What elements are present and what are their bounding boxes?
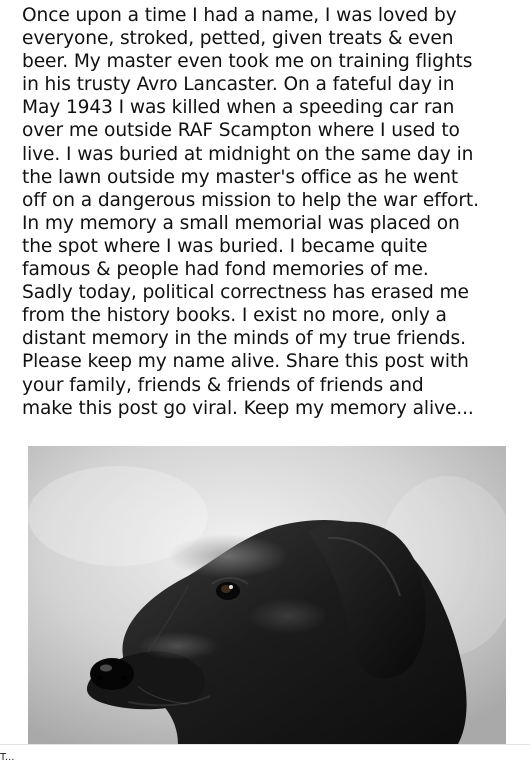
- post-text-line: the lawn outside my master's office as he went: [22, 166, 459, 188]
- post-text-line: famous & people had fond memories of me.: [22, 259, 429, 281]
- post-text-line: in his trusty Avro Lancaster. On a fateful day in: [22, 74, 455, 96]
- post-text-line: make this post go viral. Keep my memory alive...: [22, 397, 474, 419]
- footer-text: T...: [0, 752, 15, 763]
- post-text: [22, 4, 522, 420]
- post-text-line: Sadly today, political correctness has erased me: [22, 282, 469, 304]
- post-text-line: off on a dangerous mission to help the war effort.: [22, 189, 479, 211]
- post-text-line: the spot where I was buried. I became quite: [22, 235, 428, 257]
- post-text-line: live. I was buried at midnight on the same day in: [22, 143, 474, 165]
- black-labrador-portrait-icon: [28, 446, 506, 744]
- dog-photo[interactable]: [28, 446, 506, 744]
- post-text-line: everyone, stroked, petted, given treats & even: [22, 28, 454, 50]
- footer-divider: [0, 744, 530, 745]
- post-text-line: from the history books. I exist no more, only a: [22, 305, 447, 327]
- post-text-line: distant memory in the minds of my true friends.: [22, 328, 466, 350]
- post-text-line: May 1943 I was killed when a speeding car ran: [22, 97, 455, 119]
- post-text-line: your family, friends & friends of friends and: [22, 374, 424, 396]
- post-text-line: over me outside RAF Scampton where I used to: [22, 120, 460, 142]
- post-text-line: beer. My master even took me on training flights: [22, 51, 473, 73]
- post-text-line: Once upon a time I had a name, I was loved by: [22, 5, 457, 26]
- post-text-line: Please keep my name alive. Share this post with: [22, 351, 469, 373]
- post-text-line: In my memory a small memorial was placed on: [22, 212, 460, 234]
